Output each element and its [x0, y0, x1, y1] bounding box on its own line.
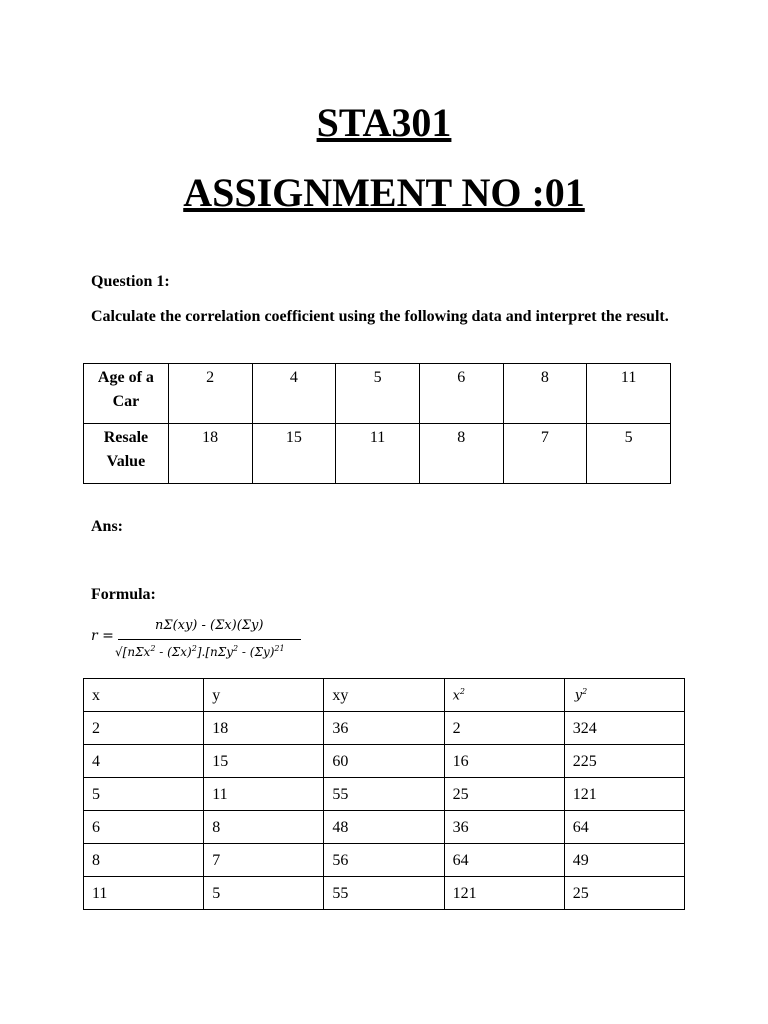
formula-lhs: r =	[91, 628, 114, 644]
table-cell: 36	[324, 712, 444, 745]
answer-label: Ans:	[91, 518, 124, 535]
row-header-age: Age of a Car	[84, 364, 169, 424]
table-header-row	[84, 679, 685, 712]
table-cell: 7	[204, 844, 324, 877]
table-cell: 8	[204, 811, 324, 844]
table-cell: 16	[444, 745, 564, 778]
table-cell: 4	[84, 745, 204, 778]
table-cell: 5	[204, 877, 324, 910]
table-cell: 11	[336, 424, 420, 484]
table-cell: 64	[564, 811, 684, 844]
table-cell: 2	[168, 364, 252, 424]
assignment-title: ASSIGNMENT NO :01	[183, 170, 585, 215]
fraction-bar	[118, 639, 301, 640]
table-cell: 11	[84, 877, 204, 910]
table-cell: 2	[84, 712, 204, 745]
table-cell: 64	[444, 844, 564, 877]
table-row	[84, 811, 685, 844]
table-cell: 18	[204, 712, 324, 745]
table-cell: 36	[444, 811, 564, 844]
table-cell: 11	[204, 778, 324, 811]
data-table	[83, 363, 671, 484]
formula-label: Formula:	[91, 586, 156, 603]
table-row	[84, 745, 685, 778]
table-cell: 121	[564, 778, 684, 811]
table-row	[84, 424, 671, 484]
table-cell: 5	[84, 778, 204, 811]
table-cell: 15	[252, 424, 336, 484]
table-cell: 121	[444, 877, 564, 910]
table-cell: 55	[324, 778, 444, 811]
table-cell: 18	[168, 424, 252, 484]
table-cell: 6	[419, 364, 503, 424]
table-row	[84, 844, 685, 877]
table-cell: 225	[564, 745, 684, 778]
row-header-resale: Resale Value	[84, 424, 169, 484]
table-cell: 7	[503, 424, 587, 484]
table-cell: 4	[252, 364, 336, 424]
table-cell: 25	[444, 778, 564, 811]
table-cell: 60	[324, 745, 444, 778]
question-label: Question 1:	[91, 273, 170, 290]
table-cell: 56	[324, 844, 444, 877]
table-cell: 25	[564, 877, 684, 910]
header-xy: xy	[324, 679, 444, 712]
correlation-formula	[91, 618, 321, 668]
root-symbol: √	[115, 645, 123, 659]
formula-denominator: $√[n\Sigma x^2 - (\Sigma x)^2].[n\Sigma y^2 - (\Sigma y)^{21}$	[115, 644, 285, 659]
header-y: y	[204, 679, 324, 712]
table-cell: 48	[324, 811, 444, 844]
table-cell: 8	[84, 844, 204, 877]
table-cell: 15	[204, 745, 324, 778]
table-row	[84, 712, 685, 745]
table-cell: 2	[444, 712, 564, 745]
header-x: x	[84, 679, 204, 712]
table-cell: 49	[564, 844, 684, 877]
document-title: STA301	[316, 100, 452, 145]
table-cell: 5	[587, 424, 671, 484]
table-cell: 5	[336, 364, 420, 424]
table-cell: 6	[84, 811, 204, 844]
table-cell: 324	[564, 712, 684, 745]
table-row	[84, 877, 685, 910]
table-cell: 8	[503, 364, 587, 424]
formula-numerator: nΣ(xy) - (Σx)(Σy)	[155, 618, 264, 633]
table-cell: 11	[587, 364, 671, 424]
header-x-squared: $x^2$	[444, 679, 564, 712]
table-row	[84, 778, 685, 811]
table-cell: 8	[419, 424, 503, 484]
question-text: Calculate the correlation coefficient using the following data and interpret the result.	[91, 308, 669, 325]
table-row	[84, 364, 671, 424]
calculation-table	[83, 678, 685, 910]
table-cell: 55	[324, 877, 444, 910]
header-y-squared: $y^2$	[564, 679, 684, 712]
